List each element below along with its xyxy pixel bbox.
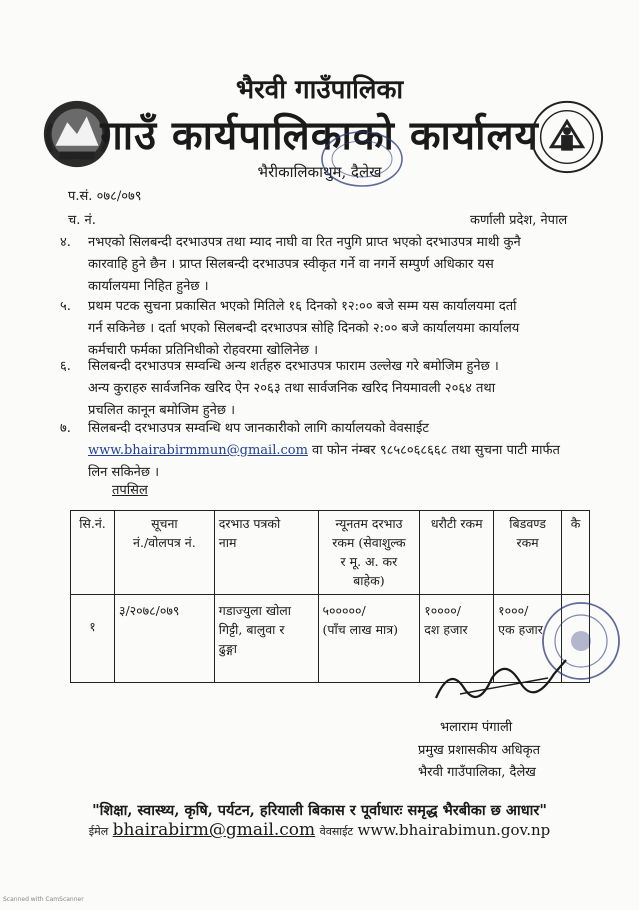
footer-website-link[interactable]: www.bhairabimun.gov.np <box>357 821 551 839</box>
email-label: ईमेल <box>88 825 109 838</box>
website-email-link[interactable]: www.bhairabirmmun@gmail.com <box>88 443 308 458</box>
clause-number: ४. <box>60 235 71 250</box>
table-header-row <box>71 511 590 595</box>
clause-line: कारवाहि हुने छैन । प्राप्त सिलबन्दी दरभाउपत्र स्वीकृत गर्ने वा नगर्ने सम्पुर्ण अधिकार यस <box>88 257 494 272</box>
office-stamp-icon <box>318 128 406 190</box>
header-cell-notice-no: सूचना नं./वोलपत्र नं. <box>114 511 214 595</box>
header-cell-remarks: कै <box>562 511 590 595</box>
header-cell-min-amount: न्यूनतम दरभाउ रकम (सेवाशुल्क र मू. अ. कर बाहेक) <box>318 511 420 595</box>
cell-sn: १ <box>71 595 115 683</box>
clause-number: ७. <box>60 421 71 436</box>
municipality-logo-icon <box>528 98 606 176</box>
clause-line: कर्मचारी फर्मका प्रतिनिधीको रोहवरमा खोलिनेछ । <box>88 343 319 358</box>
reference-number: प.सं. ०७८/०७९ <box>68 189 142 204</box>
municipality-name: भैरवी गाउँपालिका <box>235 75 404 105</box>
signature-icon <box>430 648 570 706</box>
cell-min-amount: ५०००००/ (पाँच लाख मात्र) <box>318 595 420 683</box>
clause-number: ५. <box>60 299 71 314</box>
header-cell-bid-name: दरभाउ पत्रको नाम <box>214 511 318 595</box>
office-title: गाउँ कार्यपालिकाको कार्यालय <box>100 112 539 159</box>
cell-bid-name: गडाज्युला खोला गिट्टी, बालुवा र ढुङ्गा <box>214 595 318 683</box>
clause-line: लिन सकिनेछ । <box>88 465 160 480</box>
header-cell-bid-bond: बिडवण्ड रकम <box>494 511 562 595</box>
scanner-watermark: Scanned with CamScanner <box>3 896 84 903</box>
signatory-office: भैरवी गाउँपालिका, दैलेख <box>418 765 536 780</box>
clause-line: गर्न सकिनेछ । दर्ता भएको सिलबन्दी दरभाउपत्र सोहि दिनको २:०० बजे कार्यालयमा कार्यालय <box>88 321 520 336</box>
cell-notice-no: ३/२०७८/०७९ <box>114 595 214 683</box>
office-address: भैरीकालिकाथुम, दैलेख <box>257 163 382 181</box>
clause-line: अन्य कुराहरु सार्वजनिक खरिद ऐन २०६३ तथा सार्वजनिक खरिद नियमावली २०६४ तथा <box>88 381 496 396</box>
dispatch-number: च. नं. <box>68 213 96 228</box>
signatory-name: भलाराम पंगाली <box>440 720 513 735</box>
header-cell-sn: सि.नं. <box>71 511 115 595</box>
clause-line: प्रथम पटक सुचना प्रकासित भएको मितिले १६ दिनको १२:०० बजे सम्म यस कार्यालयमा दर्ता <box>88 299 517 314</box>
clause-line: नभएको सिलबन्दी दरभाउपत्र तथा म्याद नाघी वा रित नपुगि प्राप्त भएको दरभाउपत्र माथी कुनै <box>88 235 521 250</box>
clause-line: सिलबन्दी दरभाउपत्र सम्वन्धि अन्य शर्तहरु दरभाउपत्र फाराम उल्लेख गरे बमोजिम हुनेछ । <box>88 359 499 374</box>
signatory-title: प्रमुख प्रशासकीय अधिकृत <box>418 743 541 758</box>
clause-6 <box>60 356 583 422</box>
footer-motto: "शिक्षा, स्वास्थ्य, कृषि, पर्यटन, हरियाली बिकास र पूर्वाधारः समृद्ध भैरबीका छ आधार" <box>92 802 547 819</box>
province-name: कर्णाली प्रदेश, नेपाल <box>470 213 568 228</box>
clause-line: प्रचलित कानून बमोजिम हुनेछ । <box>88 403 236 418</box>
clause-line: कार्यालयमा निहित हुनेछ । <box>88 279 209 294</box>
cell-bid-bond: १०००/ एक हजार <box>494 595 562 683</box>
website-label: वेवसाईट <box>319 825 354 838</box>
footer-email-link[interactable]: bhairabirm@gmail.com <box>112 820 316 840</box>
clause-5 <box>60 296 583 362</box>
footer-contact <box>0 820 639 840</box>
clause-line: सिलबन्दी दरभाउपत्र सम्वन्धि थप जानकारीको लागि कार्यालयको वेवसाईट <box>88 421 429 436</box>
header-cell-deposit: धरौटी रकम <box>420 511 494 595</box>
clause-7 <box>60 418 583 484</box>
clause-line <box>88 440 583 462</box>
clause-line-rest: वा फोन नंम्बर ९८५८०६८६६८ तथा सुचना पाटी मार्फत <box>307 443 560 458</box>
cell-deposit: १००००/ दश हजार <box>420 595 494 683</box>
tapsil-heading: तपसिल <box>112 483 148 498</box>
clause-number: ६. <box>60 359 71 374</box>
clause-4 <box>60 232 583 298</box>
